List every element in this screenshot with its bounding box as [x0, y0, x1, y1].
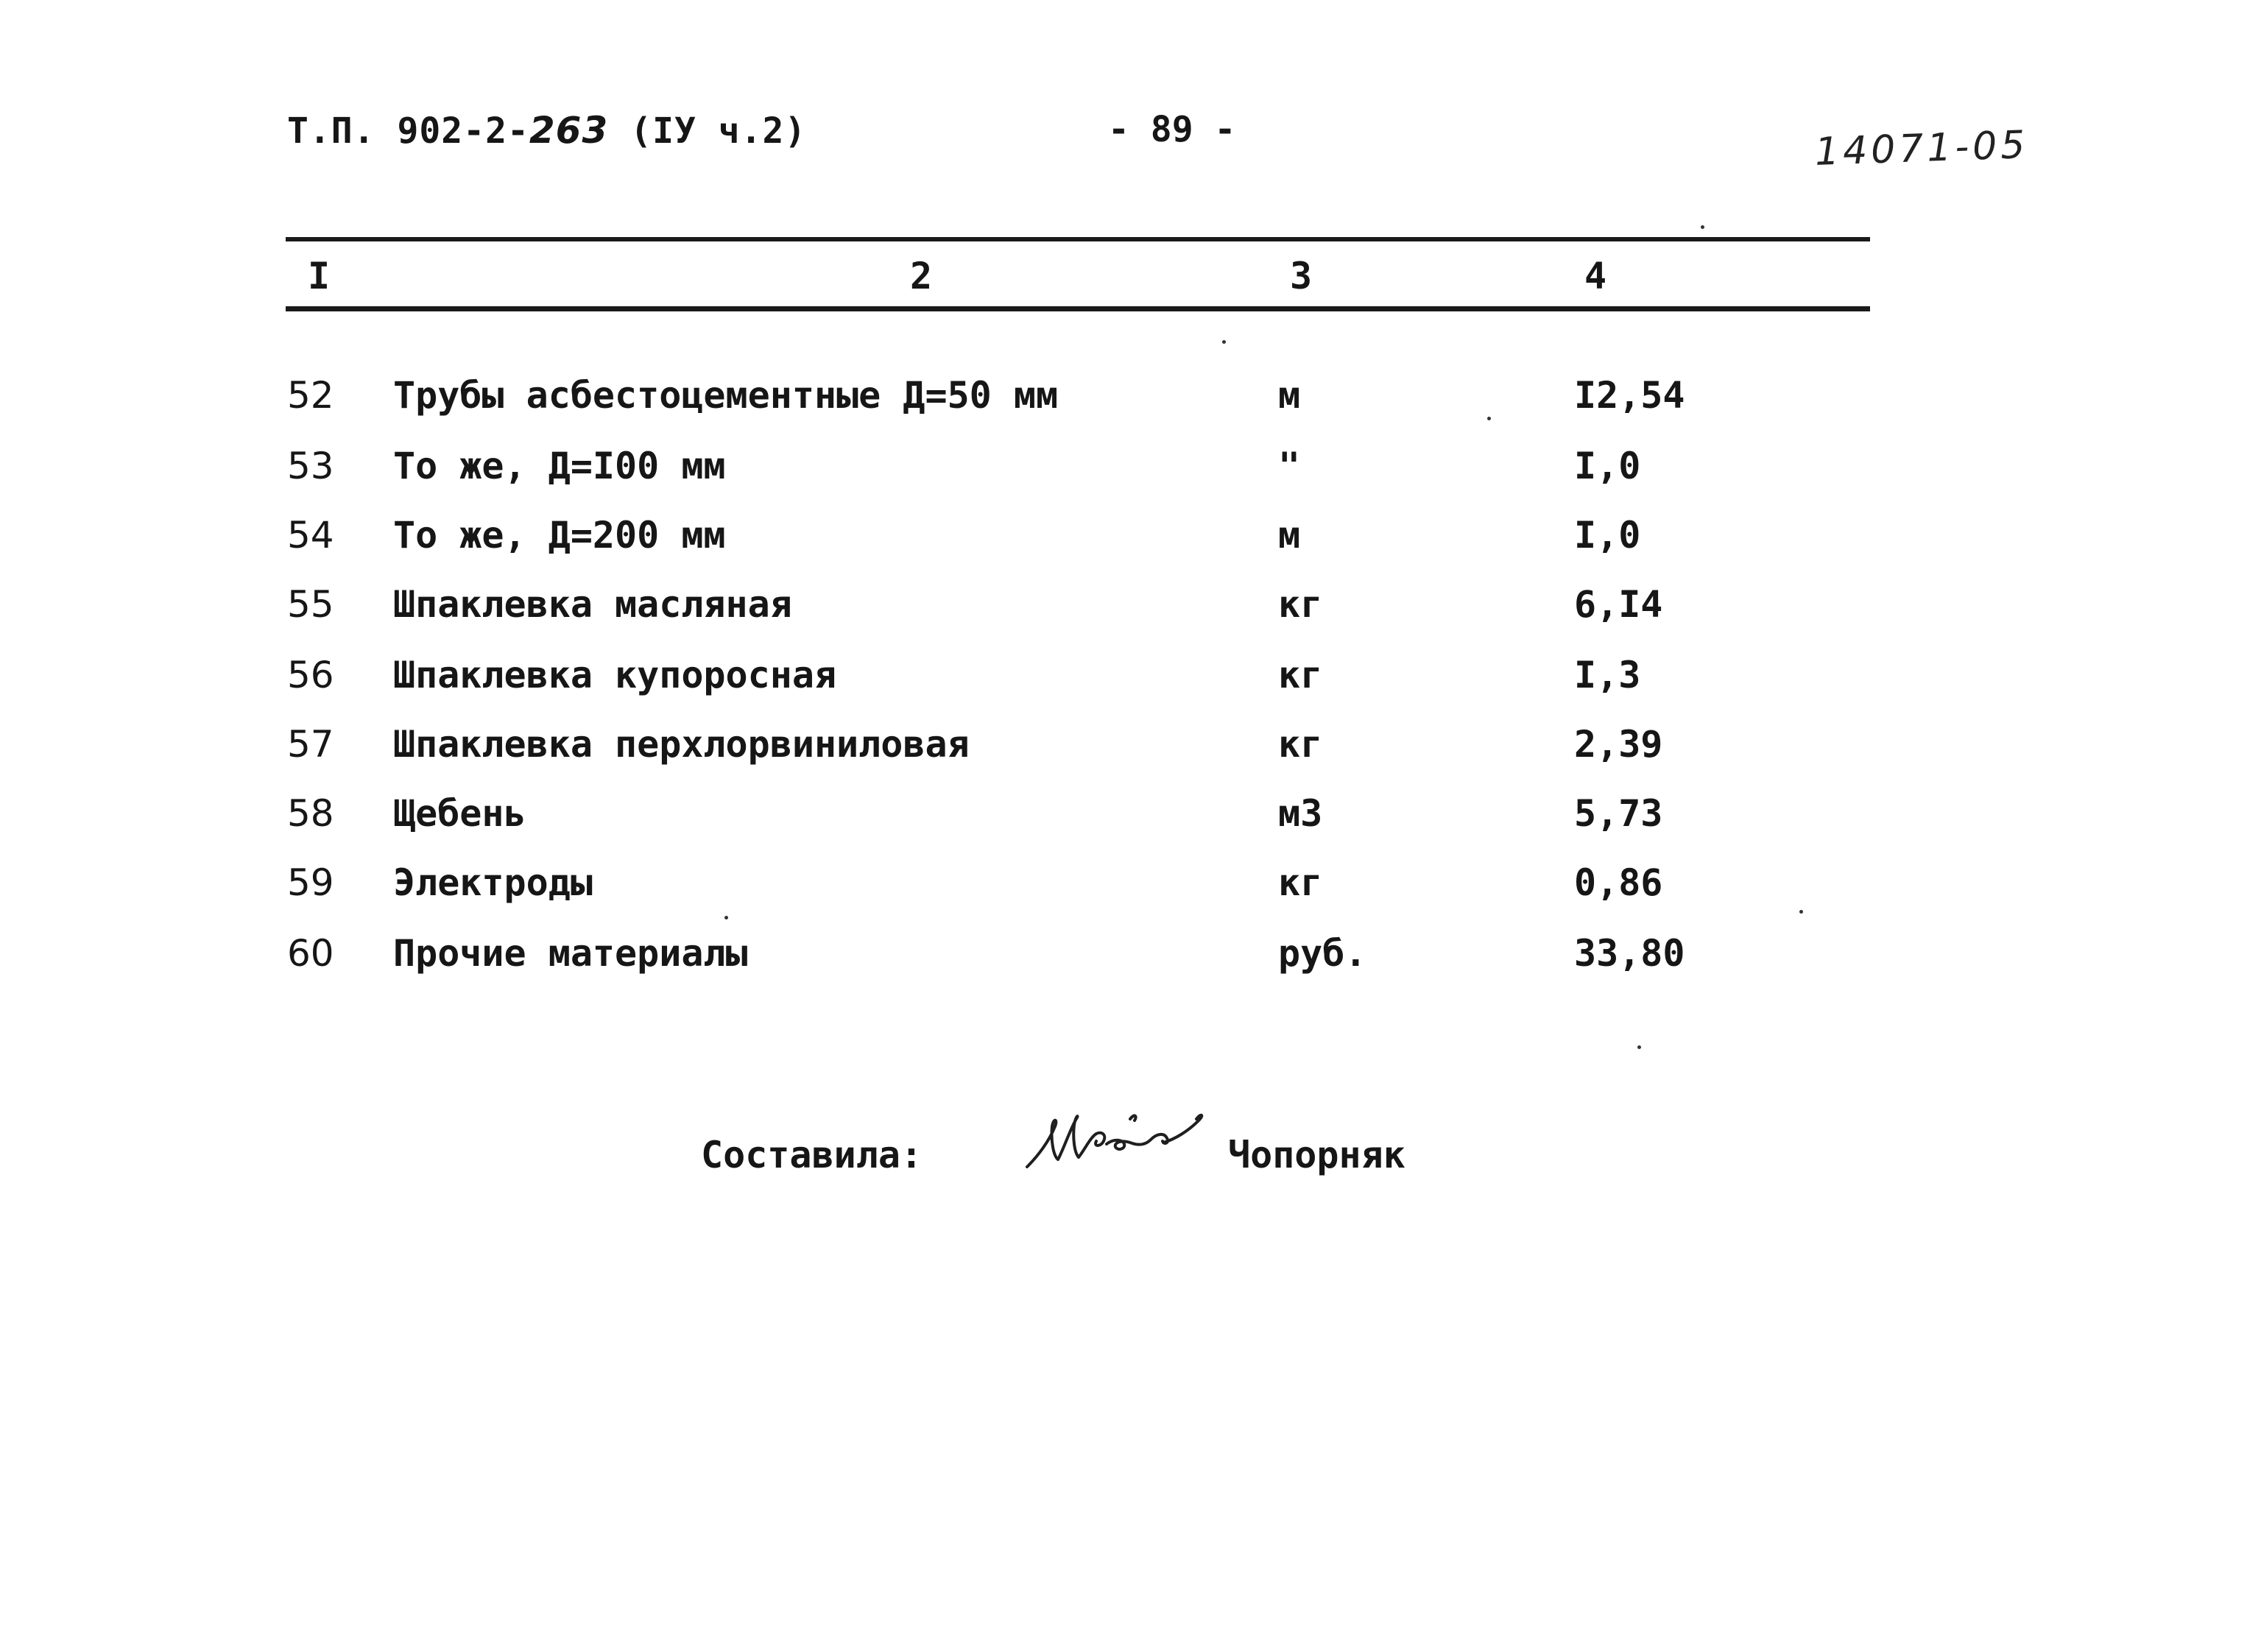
table-row	[0, 654, 2261, 713]
table-top-rule	[286, 237, 1870, 241]
row-unit: м	[1278, 374, 1301, 417]
handwritten-signature	[1020, 1097, 1218, 1185]
document-number-handwritten: 263	[529, 109, 609, 152]
table-row	[0, 583, 2261, 642]
table-row	[0, 514, 2261, 573]
scan-speck	[1701, 225, 1704, 229]
row-unit: кг	[1278, 723, 1323, 766]
row-quantity: 0,86	[1574, 861, 1663, 904]
row-unit: "	[1278, 445, 1301, 487]
document-number-suffix: (IУ ч.2)	[608, 110, 807, 152]
row-unit: кг	[1278, 861, 1323, 904]
row-name: Прочие материалы	[393, 932, 748, 975]
row-quantity: I2,54	[1574, 374, 1685, 417]
row-number: 55	[287, 583, 334, 626]
row-number: 56	[287, 654, 334, 696]
row-quantity: 2,39	[1574, 723, 1663, 766]
compiler-name: Чопорняк	[1228, 1134, 1405, 1176]
row-name: То же, Д=I00 мм	[393, 445, 726, 487]
table-header-rule	[286, 306, 1870, 311]
document-number-prefix: Т.П. 902-2-	[287, 110, 529, 152]
row-quantity: 33,80	[1574, 932, 1685, 975]
row-number: 54	[287, 514, 334, 557]
row-number: 57	[287, 723, 334, 766]
row-quantity: 5,73	[1574, 792, 1663, 835]
row-number: 58	[287, 792, 334, 835]
row-unit: м	[1278, 514, 1301, 557]
row-name: Щебень	[393, 792, 526, 835]
table-row	[0, 932, 2261, 991]
scan-speck	[1222, 340, 1226, 344]
row-name: Шпаклевка масляная	[393, 583, 792, 626]
column-header-1: I	[308, 255, 331, 297]
row-name: Электроды	[393, 861, 593, 904]
column-header-2: 2	[910, 255, 933, 297]
table-row	[0, 861, 2261, 920]
row-unit: руб.	[1278, 932, 1367, 975]
scan-speck	[1487, 417, 1491, 420]
scan-speck	[1799, 910, 1803, 914]
row-quantity: 6,I4	[1574, 583, 1663, 626]
column-header-4: 4	[1584, 255, 1607, 297]
sheet-code: 14071-05	[1814, 122, 2030, 175]
row-unit: кг	[1278, 583, 1323, 626]
column-header-3: 3	[1290, 255, 1313, 297]
scan-speck	[724, 916, 728, 919]
row-quantity: I,3	[1574, 654, 1641, 696]
row-unit: м3	[1278, 792, 1323, 835]
table-row	[0, 374, 2261, 433]
table-row	[0, 445, 2261, 504]
row-unit: кг	[1278, 654, 1323, 696]
row-quantity: I,0	[1574, 514, 1641, 557]
row-number: 53	[287, 445, 334, 487]
compiled-by-label: Составила:	[701, 1134, 923, 1176]
document-number	[287, 109, 806, 152]
row-number: 59	[287, 861, 334, 904]
row-number: 52	[287, 374, 334, 417]
row-name: То же, Д=200 мм	[393, 514, 726, 557]
row-name: Шпаклевка купоросная	[393, 654, 837, 696]
scan-speck	[1637, 1045, 1641, 1049]
row-name: Шпаклевка перхлорвиниловая	[393, 723, 970, 766]
table-row	[0, 792, 2261, 851]
row-number: 60	[287, 932, 334, 975]
row-quantity: I,0	[1574, 445, 1641, 487]
row-name: Трубы асбестоцементные Д=50 мм	[393, 374, 1059, 417]
table-row	[0, 723, 2261, 782]
page-number: - 89 -	[1108, 109, 1236, 150]
